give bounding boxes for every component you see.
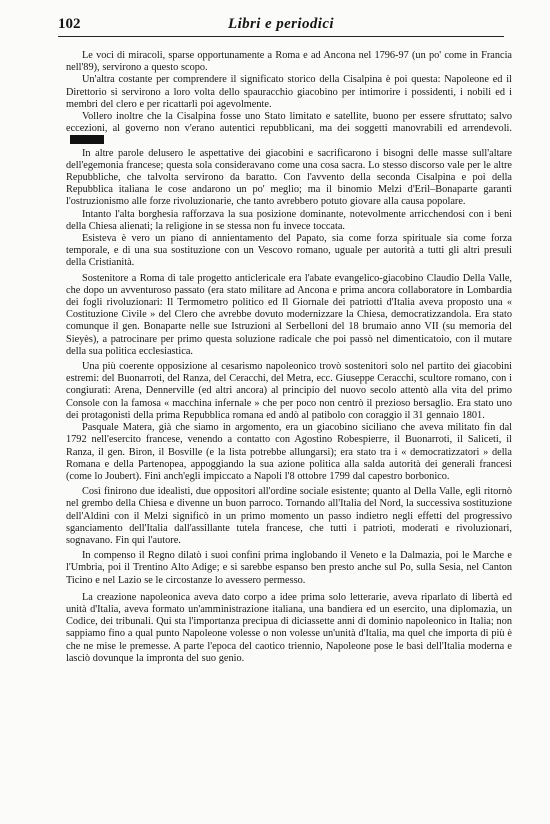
page-number: 102	[58, 16, 81, 32]
paragraph: Le voci di miracoli, sparse opportunamente a Roma e ad Ancona nel 1796-97 (un po' come in Francia nell'89), servirono a questo scopo.	[66, 50, 512, 74]
page-header	[58, 14, 504, 37]
paragraph: Un'altra costante per comprendere il significato storico della Cisalpina è poi questa: Napoleone ed il Direttorio si servirono a loro volta dello spauracchio giacobino per intimorire i possidenti, i nobili ed i membri del clero e per ricattarli poi agevolmente.	[66, 74, 512, 110]
paragraph: In compenso il Regno dilatò i suoi confini prima inglobando il Veneto e la Dalmazia, poi le Marche e l'Umbria, poi il Trentino Alto Adige; e si sarebbe espanso ben presto anche sul Po, sulla Sesia, nel Canton Ticino e nel Lazio se le circostanze lo avessero permesso.	[66, 550, 512, 586]
paragraph: Intanto l'alta borghesia rafforzava la sua posizione dominante, notevolmente arricchendosi con i beni della Chiesa alienati; la religione in se stessa non fu invece toccata.	[66, 208, 512, 232]
paragraph: In altre parole delusero le aspettative dei giacobini e sacrificarono i bisogni delle masse sull'altare dell'egemonia francese; questa sola consideravano come una cosa sacra. Lo stesso discorso vale per le altre Repubbliche, che talvolta servirono da baratto. Con l'avvento della seconda Cisalpina e poi della Repubblica italiana le cose andarono un po' meglio; ma il binomio Melzi d'Eril–Bonaparte garantì l'ostruzionismo alle forze rivoluzionarie, che tanto avrebbero potuto giovare alla causa popolare.	[66, 147, 512, 208]
paragraph	[66, 111, 512, 148]
paragraph-text: Vollero inoltre che la Cisalpina fosse uno Stato limitato e satellite, buono per essere sfruttato; salvo eccezioni, al governo non v'erano autentici repubblicani, ma dei soggetti manovrabili ed arrendevoli.	[66, 111, 512, 135]
paragraph: Pasquale Matera, già che siamo in argomento, era un giacobino siciliano che aveva militato fin dal 1792 nell'esercito francese, venendo a contatto con Agostino Robespierre, il Buonarroti, il Saliceti, il Ranza, il gen. Biron, il Bosville (e la lista potrebbe allungarsi); era stato tra i « democratizzatori » della Romana e della Partenopea, appoggiando la sua azione politica alla salda autorità dei generali francesi (come lo Joubert). Finì anch'egli impiccato a Napoli l'8 ottobre 1799 dal capestro borbonico.	[66, 422, 512, 482]
body-text	[66, 50, 512, 665]
paragraph: Sostenitore a Roma di tale progetto anticlericale era l'abate evangelico-giacobino Claudio Della Valle, che dopo un avventuroso passato (era stato militare ad Ancona e prima ancora collaboratore in Lombardia dei fogli rivoluzionari: Il Termometro politico ed Il Giornale dei patriotti d'Italia aveva proposto una « Costituzione Civile » del Clero che avrebbe dovuto modernizzare la Chiesa, democratizzandola. Era stato comunque il gen. Bonaparte nelle sue Istruzioni al Serbelloni del 18 brumaio anno VII (su memoria del Sieyès), a patrocinare per primo questa soluzione radicale che poi passò nel dimenticatoio, con il mutare della sua politica ecclesiastica.	[66, 272, 512, 357]
ink-blot	[70, 135, 104, 144]
paragraph: Esisteva è vero un piano di annientamento del Papato, sia come forza spirituale sia come forza temporale, e di una sua sostituzione con un Vescovo romano, uguale per autorità a tutti gli altri presuli della Cristianità.	[66, 233, 512, 269]
running-title: Libri e periodici	[228, 16, 334, 32]
paragraph: Una più coerente opposizione al cesarismo napoleonico trovò sostenitori solo nel partito dei giacobini estremi: del Buonarroti, del Ranza, del Ceracchi, del Metra, ecc. Giuseppe Ceracchi, scultore romano, con i congiurati: Arena, Dennerville (ed altri ancora) al principio del nuovo secolo attentò alla vita del primo Console con la famosa « macchina infernale » che per poco non centrò il prezioso bersaglio. Era stato uno dei protagonisti della prima Repubblica romana ed andò al patibolo con coraggio il 31 gennaio 1801.	[66, 361, 512, 421]
paragraph: Così finirono due idealisti, due oppositori all'ordine sociale esistente; quanto al Della Valle, egli ritornò nel grembo della Chiesa e divenne un buon parroco. Tornando all'Italia del Nord, la successiva sostituzione dell'Aldini con il Melzi significò in un primo momento un passo indietro negli effetti del progressivo sganciamento dell'Italia dall'assillante tutela francese, che tutti i patrioti, moderati e rivoluzionari, sognavano. Fin qui l'autore.	[66, 486, 512, 546]
paragraph: La creazione napoleonica aveva dato corpo a idee prima solo letterarie, aveva riparlato di libertà ed unità d'Italia, aveva formato un'amministrazione italiana, una bandiera ed un esercito, una diplomazia, un Codice, dei tribunali. Qui sta l'importanza precipua di diciassette anni di dominio napoleonico in Italia; non sappiamo fino a qual punto Napoleone volesse o non volesse un'unità d'Italia, ma quel che importa di più è che ne mise le premesse. A parte l'epoca del caotico triennio, Napoleone pose le basi dell'Italia moderna e lasciò dovunque la impronta del suo genio.	[66, 591, 512, 664]
